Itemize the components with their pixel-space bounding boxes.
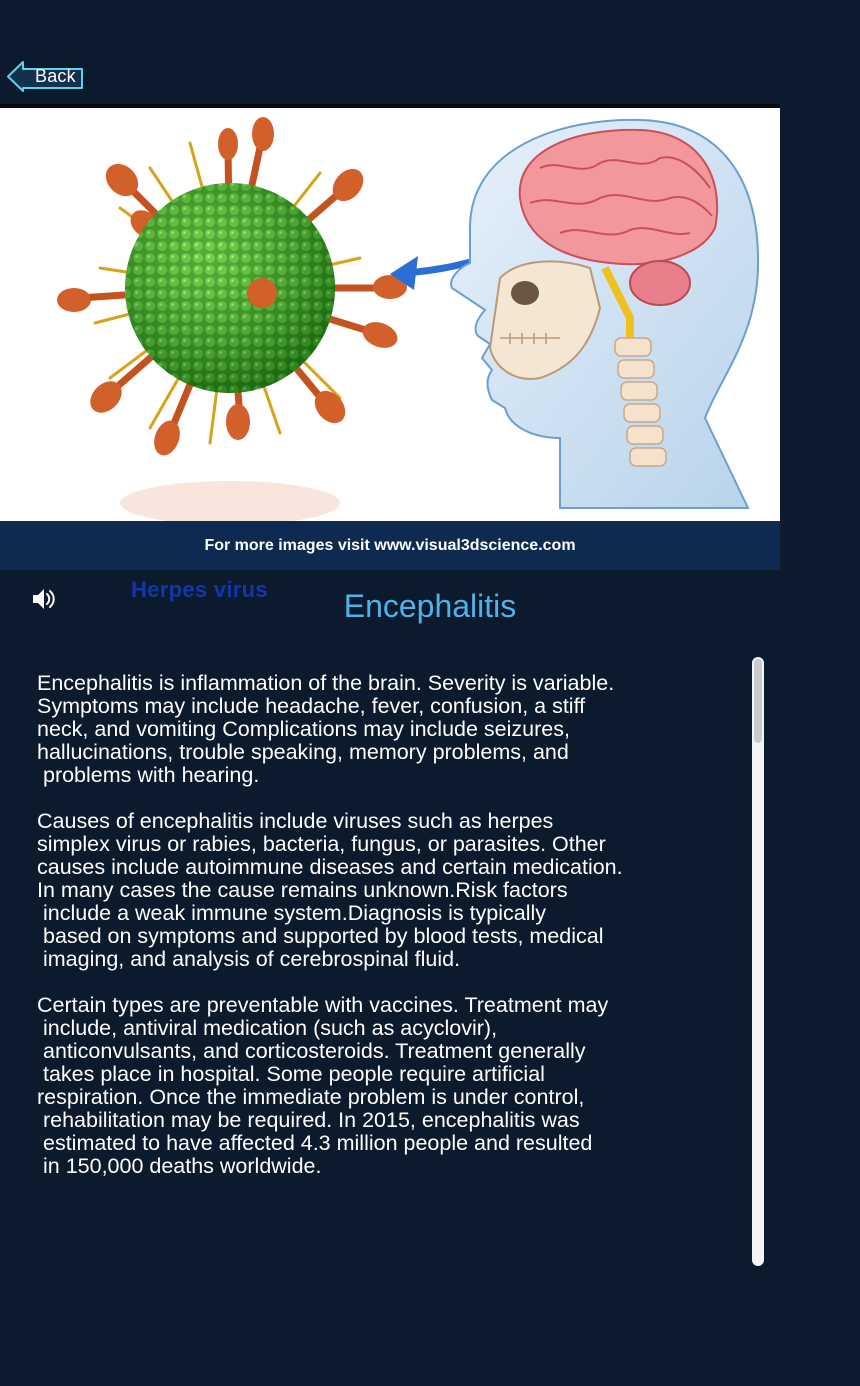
- top-bar: [0, 0, 780, 104]
- article-paragraph: Causes of encephalitis include viruses such as herpes simplex virus or rabies, bacteria, fungus, or parasites. Other causes include autoimmune diseases and certain medication. In many cases the cause remains unknown.Risk factors include a weak immune system.Diagnosis is typically based on symptoms and supported by blood tests, medical imaging, and analysis of cerebrospinal fluid.: [37, 809, 623, 971]
- page-title: Encephalitis: [343, 588, 517, 624]
- source-banner-text: For more images visit www.visual3dscience.com: [204, 536, 576, 554]
- back-button[interactable]: [6, 60, 84, 93]
- illustration-caption: Herpes virus: [131, 577, 268, 602]
- article-paragraph: Encephalitis is inflammation of the brain. Severity is variable. Symptoms may include headache, fever, confusion, a stiff neck, and vomiting Complications may include seizures, hallucinations, trouble speaking, memory problems, and problems with hearing.: [37, 671, 615, 787]
- scrollbar-thumb[interactable]: [754, 659, 762, 743]
- source-banner: [0, 521, 780, 570]
- virus-brain-illustration: [0, 108, 780, 521]
- back-button-label: Back: [35, 66, 76, 86]
- article-text: [37, 672, 747, 1264]
- scrollbar[interactable]: [752, 657, 764, 1266]
- article-paragraph: Certain types are preventable with vaccines. Treatment may include, antiviral medication (such as acyclovir), anticonvulsants, and corticosteroids. Treatment generally takes place in hospital. Some people require artificial respiration. Once the immediate problem is under control, rehabilitation may be required. In 2015, encephalitis was estimated to have affected 4.3 million people and resulted in 150,000 deaths worldwide.: [37, 993, 609, 1178]
